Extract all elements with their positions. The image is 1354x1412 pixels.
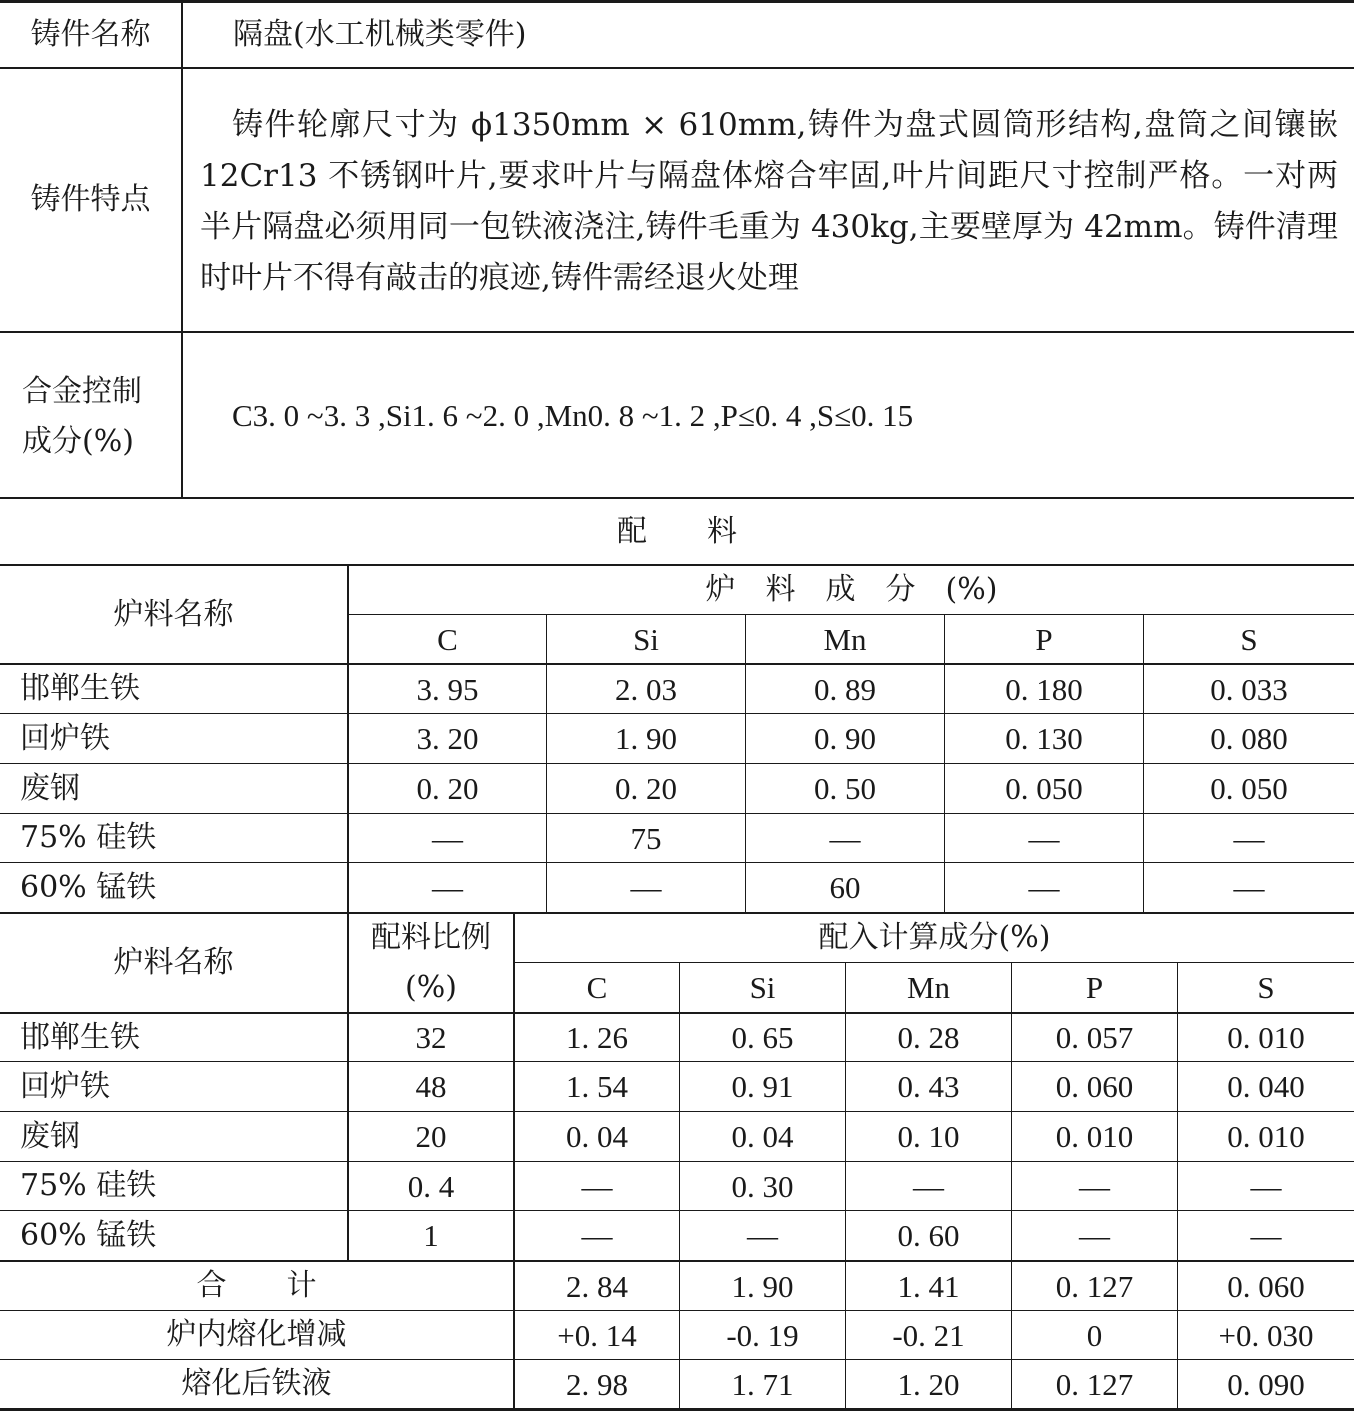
summary-cell: +0. 14: [557, 1317, 637, 1353]
alloy-label: [22, 367, 182, 467]
summary-cell: -0. 19: [726, 1317, 799, 1353]
calc-row-name: 回炉铁: [20, 1068, 110, 1104]
casting-name-value: 隔盘(水工机械类零件): [233, 17, 527, 52]
calc-cell: 0. 057: [1055, 1020, 1134, 1055]
calc-cell: 0. 10: [897, 1119, 960, 1154]
summary-cell: 1. 41: [897, 1268, 960, 1304]
calc-cell: 0. 010: [1227, 1020, 1305, 1055]
charge-cell: —: [432, 820, 463, 856]
calc-ratio-header-line2: (%): [405, 969, 457, 1005]
charge-cell: 3. 95: [416, 671, 479, 707]
alloy-label-line1: 合金控制: [22, 374, 142, 409]
charge-row-name: 75% 硅铁: [20, 820, 157, 855]
calc-cell: —: [581, 1168, 613, 1204]
summary-cell: 1. 20: [897, 1366, 960, 1402]
charge-cell: 0. 130: [1005, 721, 1083, 756]
charge-cell: 0. 050: [1210, 771, 1288, 806]
calc-cell: 0. 60: [897, 1218, 960, 1253]
calc-cell: —: [1250, 1168, 1282, 1204]
calc-cell: 0. 060: [1055, 1069, 1134, 1104]
summary-cell: 1. 71: [731, 1366, 794, 1402]
rule-bottom: [0, 1408, 1354, 1411]
charge-cell: 0. 050: [1005, 771, 1083, 806]
summary-label-after-melt: 熔化后铁液: [181, 1366, 332, 1401]
calc-cell: —: [1079, 1168, 1110, 1204]
calc-cell: 0. 91: [731, 1069, 794, 1104]
charge-cell: —: [630, 870, 662, 905]
charge-row-name: 60% 锰铁: [20, 869, 157, 905]
charge-cell: 0. 50: [814, 771, 876, 806]
calc-cell: 0. 04: [566, 1119, 628, 1154]
charge-cell: 60: [829, 870, 861, 905]
charge-col-c: C: [437, 621, 458, 657]
rule: [0, 67, 1354, 69]
charge-row-name: 回炉铁: [20, 720, 110, 756]
charge-cell: 0. 180: [1005, 671, 1083, 707]
charge-cell: 1. 90: [615, 721, 677, 756]
charge-col-p: P: [1035, 621, 1053, 657]
summary-cell: -0. 21: [892, 1317, 965, 1353]
charge-col-mn: Mn: [823, 621, 867, 657]
calc-cell: 0. 30: [731, 1168, 794, 1204]
charge-cell: 0. 080: [1210, 721, 1288, 756]
charge-group-header: 炉 料 成 分 (%): [705, 572, 998, 607]
calc-cell: 1. 54: [566, 1069, 628, 1104]
summary-cell: 0: [1086, 1317, 1103, 1353]
charge-row-name: 废钢: [20, 770, 80, 806]
calc-ratio-header-line1: 配料比例: [371, 920, 491, 955]
casting-features-label: 铸件特点: [30, 182, 151, 217]
calc-cell: 0. 010: [1055, 1119, 1134, 1154]
charge-cell: —: [1028, 870, 1060, 905]
charge-row-name: 邯郸生铁: [20, 671, 140, 706]
calc-row-name: 60% 锰铁: [20, 1217, 157, 1253]
calc-row-name: 邯郸生铁: [20, 1019, 140, 1055]
charge-cell: —: [1233, 870, 1265, 905]
charge-cell: 0. 033: [1210, 671, 1288, 707]
alloy-value: C3. 0 ~3. 3 ,Si1. 6 ~2. 0 ,Mn0. 8 ~1. 2 ,P≤0. 4 ,S≤0. 15: [232, 397, 914, 433]
calc-cell: 0. 43: [897, 1069, 960, 1104]
section-title: 配 料: [617, 513, 737, 549]
summary-label-total: 合 计: [196, 1268, 317, 1303]
calc-cell: —: [747, 1218, 778, 1253]
summary-cell: 0. 060: [1227, 1268, 1305, 1304]
calc-col-si: Si: [749, 970, 776, 1005]
calc-group-header: 配入计算成分(%): [818, 920, 1051, 955]
calc-row-ratio: 32: [415, 1020, 447, 1055]
calc-cell: 0. 65: [731, 1020, 794, 1055]
calc-cell: 1. 26: [566, 1020, 628, 1055]
casting-features-text: 铸件轮廓尺寸为 ϕ1350mm × 610mm,铸件为盘式圆筒形结构,盘筒之间镶嵌12Cr13 不锈钢叶片,要求叶片与隔盘体熔合牢固,叶片间距尺寸控制严格。一对两半片隔盘必须用同一包铁液浇注,铸件毛重为 430kg,主要壁厚为 42mm。铸件清理时叶片不得有敲击的痕迹,铸件需经退火处理: [200, 107, 1338, 296]
summary-cell: 1. 90: [731, 1268, 794, 1304]
charge-cell: 0. 90: [814, 721, 876, 756]
charge-cell: 2. 03: [615, 671, 677, 707]
calc-row-ratio: 0. 4: [407, 1168, 455, 1204]
calc-cell: —: [1079, 1218, 1110, 1253]
summary-cell: 2. 98: [566, 1366, 628, 1402]
calc-col-p: P: [1085, 970, 1104, 1005]
summary-cell: 0. 127: [1055, 1366, 1134, 1402]
calc-col-mn: Mn: [906, 970, 951, 1005]
calc-col-c: C: [586, 970, 608, 1005]
calc-row-ratio: 20: [415, 1119, 447, 1154]
summary-cell: 0. 127: [1055, 1268, 1134, 1304]
alloy-label-line2: 成分(%): [22, 424, 134, 459]
calc-col-s: S: [1257, 970, 1275, 1005]
charge-col-si: Si: [633, 621, 659, 657]
charge-cell: —: [432, 870, 463, 905]
charge-cell: 3. 20: [416, 721, 479, 756]
charge-cell: 0. 20: [615, 771, 677, 806]
summary-cell: 0. 090: [1227, 1366, 1305, 1402]
calc-row-ratio: 48: [415, 1069, 447, 1104]
charge-cell: —: [1233, 820, 1265, 856]
calc-cell: 0. 04: [731, 1119, 794, 1154]
summary-cell: +0. 030: [1218, 1317, 1314, 1353]
calc-cell: 0. 010: [1227, 1119, 1305, 1154]
charge-cell: 75: [630, 820, 662, 856]
calc-cell: —: [913, 1168, 944, 1204]
calc-row-ratio: 1: [423, 1218, 439, 1253]
calc-row-name: 75% 硅铁: [20, 1168, 157, 1203]
calc-cell: 0. 040: [1227, 1069, 1305, 1104]
summary-cell: 2. 84: [566, 1268, 628, 1304]
charge-cell: —: [829, 820, 861, 856]
charge-cell: 0. 89: [814, 671, 876, 707]
calc-cell: —: [1250, 1218, 1282, 1253]
charge-name-header: 炉料名称: [113, 596, 234, 632]
calc-row-name: 废钢: [20, 1118, 80, 1154]
calc-cell: —: [581, 1218, 613, 1253]
calc-cell: 0. 28: [897, 1020, 960, 1055]
casting-name-label: 铸件名称: [30, 17, 151, 52]
summary-label-melt-change: 炉内熔化增减: [166, 1317, 347, 1352]
calc-name-header: 炉料名称: [113, 945, 234, 980]
charge-cell: 0. 20: [416, 771, 479, 806]
charge-col-s: S: [1240, 621, 1258, 657]
charge-cell: —: [1028, 820, 1060, 856]
